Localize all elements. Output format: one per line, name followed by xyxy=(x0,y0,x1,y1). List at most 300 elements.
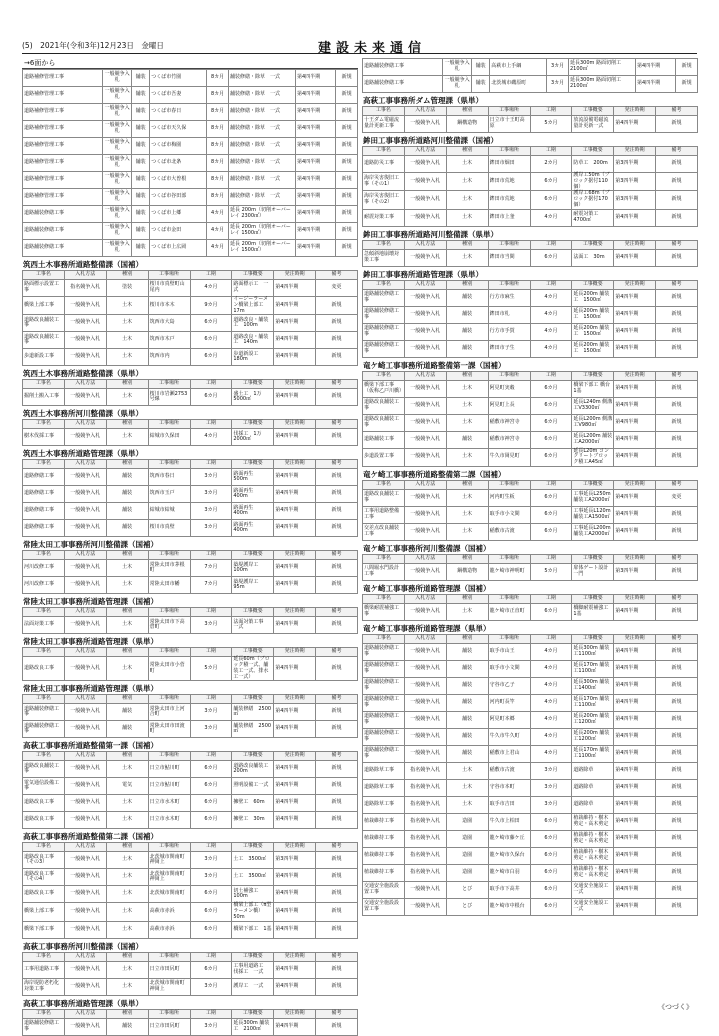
cell-summary: 道路改良・舗装工 140m xyxy=(232,332,274,349)
cell-location: 稲敷市古渡 xyxy=(488,762,530,779)
table-row xyxy=(363,864,698,881)
cell-period: 6カ月 xyxy=(530,847,572,864)
cell-category: とび xyxy=(446,881,488,898)
cell-note: 新規 xyxy=(336,172,358,189)
cell-location: つくば市天久保 xyxy=(150,121,207,138)
cell-order-timing: 第4四半期 xyxy=(295,121,335,138)
column-header-order-timing: 発注時期 xyxy=(614,371,656,380)
cell-period: 6カ月 xyxy=(530,489,572,506)
cell-summary: 植栽維持・樹木剪定・高木剪定 xyxy=(572,813,614,830)
cell-bid-method: 一般競争入札 xyxy=(404,380,446,397)
cell-project-name: 河川改修工事 xyxy=(23,560,65,577)
cell-category: 舗装 xyxy=(131,70,149,87)
table-header-row xyxy=(23,460,358,469)
cell-summary: 伐採工 1万2000㎡ xyxy=(232,429,274,446)
cell-location: 日立市田尻町 xyxy=(148,961,190,978)
column-header-summary: 工事概要 xyxy=(572,554,614,563)
cell-summary: 舗装修繕 2500㎡ xyxy=(232,704,274,721)
column-header-location: 工事場所 xyxy=(148,952,190,961)
cell-summary: 路面再生 500m xyxy=(232,469,274,486)
column-header-bid-method: 入札方法 xyxy=(404,240,446,249)
cell-project-name: 道路舗装修繕工事 xyxy=(363,340,405,357)
table-row xyxy=(23,104,358,121)
table-row xyxy=(23,577,358,594)
cell-bid-method: 一般競争入札 xyxy=(103,189,131,206)
cell-note: 新規 xyxy=(316,1018,358,1035)
cell-bid-method: 一般競争入札 xyxy=(404,306,446,323)
cell-location: つくば市谷田部 xyxy=(150,189,207,206)
cell-order-timing: 第4四半期 xyxy=(274,560,316,577)
column-header-order-timing: 発注時期 xyxy=(274,648,316,657)
cell-bid-method: 一般競争入札 xyxy=(103,87,131,104)
cell-order-timing: 第4四半期 xyxy=(614,397,656,414)
cell-period: 4カ月 xyxy=(530,745,572,762)
cell-summary: 延長300m 舗装工1100㎡ xyxy=(572,643,614,660)
cell-order-timing: 第4四半期 xyxy=(274,704,316,721)
column-header-period: 工期 xyxy=(530,107,572,116)
cell-bid-method: 一般競争入札 xyxy=(64,617,106,634)
cell-summary: 延長200m 舗装工1200㎡ xyxy=(572,728,614,745)
cell-period: 6カ月 xyxy=(530,173,572,191)
cell-category: 舗装 xyxy=(446,745,488,762)
cell-note: 新規 xyxy=(316,812,358,829)
table-row xyxy=(363,847,698,864)
column-header-project-name: 工事名 xyxy=(23,952,65,961)
column-header-note: 備考 xyxy=(316,752,358,761)
cell-location: 取手市下高井 xyxy=(488,881,530,898)
table-row xyxy=(23,978,358,995)
cell-project-name: 道路舗装修繕工事 xyxy=(363,728,405,745)
cell-summary: 防草工 200m xyxy=(572,156,614,173)
cell-bid-method: 一般競争入札 xyxy=(64,560,106,577)
cell-location: 桜川市岩瀬2753号線 xyxy=(148,389,190,406)
cell-bid-method: 一般競争入札 xyxy=(404,677,446,694)
table-header-row xyxy=(23,608,358,617)
cell-note: 新規 xyxy=(656,173,698,191)
cell-note: 新規 xyxy=(656,830,698,847)
cell-project-name: 道路舗装修繕工事 xyxy=(363,677,405,694)
cell-category: 土木 xyxy=(446,173,488,191)
cell-category: 舗装 xyxy=(446,660,488,677)
cell-location: 鉾田市荒地 xyxy=(488,173,530,191)
column-header-category: 種別 xyxy=(106,420,148,429)
cell-category: 土木 xyxy=(446,603,488,620)
cell-category: 土木 xyxy=(446,779,488,796)
cell-period: 3カ月 xyxy=(190,503,232,520)
cell-project-name: 道路舗装修繕工事 xyxy=(23,1018,65,1035)
cell-summary: 工事延長L120m 舗装工A1500㎡ xyxy=(572,506,614,523)
cell-period: 8カ月 xyxy=(207,87,229,104)
cell-summary: 盛土工 1万5000㎥ xyxy=(232,389,274,406)
project-table xyxy=(22,751,358,829)
cell-project-name: 道路改良舗装工事 xyxy=(23,315,65,332)
table-header-row xyxy=(363,107,698,116)
continued-from: →6面から xyxy=(22,58,358,69)
table-row xyxy=(363,209,698,226)
cell-note: 新規 xyxy=(656,191,698,209)
column-header-period: 工期 xyxy=(190,271,232,280)
table-row xyxy=(23,469,358,486)
cell-category: 舗装 xyxy=(131,138,149,155)
cell-category: 土木 xyxy=(106,389,148,406)
section-title: 常陸太田工事事務所道路管理課（国補） xyxy=(23,597,158,607)
cell-period: 3カ月 xyxy=(190,520,232,537)
cell-order-timing: 第4四半期 xyxy=(614,847,656,864)
cell-period: 6カ月 xyxy=(190,778,232,795)
cell-category: 土木 xyxy=(446,397,488,414)
cell-bid-method: 指名競争入札 xyxy=(64,280,106,297)
cell-note: 新規 xyxy=(316,520,358,537)
column-header-note: 備考 xyxy=(656,371,698,380)
cell-category: 舗装 xyxy=(131,223,149,240)
table-header-row xyxy=(363,554,698,563)
column-header-summary: 工事概要 xyxy=(572,240,614,249)
cell-project-name: 八間堀水門設計工事 xyxy=(363,563,405,580)
cell-order-timing: 第4四半期 xyxy=(274,778,316,795)
cell-project-name: 交通安全施設設置工事 xyxy=(363,898,405,915)
table-row xyxy=(363,898,698,915)
cell-project-name: 道路修繕工事 xyxy=(23,469,65,486)
cell-note: 新規 xyxy=(656,711,698,728)
cell-bid-method: 一般競争入札 xyxy=(64,812,106,829)
table-row xyxy=(363,289,698,306)
table-row xyxy=(363,660,698,677)
column-header-summary: 工事概要 xyxy=(572,480,614,489)
cell-category: 舗装 xyxy=(106,1018,148,1035)
cell-order-timing: 第4四半期 xyxy=(614,779,656,796)
column-header-period: 工期 xyxy=(190,460,232,469)
cell-project-name: 法面対策工事 xyxy=(23,617,65,634)
cell-order-timing: 第4四半期 xyxy=(635,59,675,76)
column-header-location: 工事場所 xyxy=(488,147,530,156)
cell-period: 4カ月 xyxy=(190,429,232,446)
cell-location: 結城市結城 xyxy=(148,503,190,520)
section-title: 筑西土木事務所道路整備課（国補） xyxy=(23,260,143,269)
cell-project-name: 歩道設置工事 xyxy=(363,448,405,466)
cell-note: 変更 xyxy=(656,489,698,506)
table-row xyxy=(23,886,358,903)
cell-category: 舗装 xyxy=(471,76,489,93)
cell-category: 舗装 xyxy=(446,340,488,357)
cell-category: とび xyxy=(446,898,488,915)
cell-order-timing: 第4四半期 xyxy=(274,721,316,738)
section-title: 鉾田工事事務所道路河川整備課（国補） xyxy=(363,136,498,145)
cell-category: 土木 xyxy=(106,921,148,938)
cell-period: 6カ月 xyxy=(190,349,232,366)
project-table xyxy=(22,419,358,446)
cell-summary: 放流設備電磁流量計更新一式 xyxy=(572,116,614,133)
cell-order-timing: 第4四半期 xyxy=(274,869,316,886)
cell-location: 河内町生板 xyxy=(488,489,530,506)
cell-location: 龍ケ崎市中根台 xyxy=(488,898,530,915)
cell-summary: 橋梁下部工 1基 xyxy=(232,921,274,938)
cell-period: 6カ月 xyxy=(530,830,572,847)
cell-note: 新規 xyxy=(316,852,358,869)
cell-project-name: 道路補修管理工事 xyxy=(23,189,103,206)
column-header-project-name: 工事名 xyxy=(363,594,405,603)
cell-location: つくば市梅園 xyxy=(150,138,207,155)
column-header-category: 種別 xyxy=(106,271,148,280)
section-title: 竜ケ崎工事事務所道路整備第一課（国補） xyxy=(363,360,506,370)
cell-location: 日立市水木町 xyxy=(148,795,190,812)
column-header-project-name: 工事名 xyxy=(23,695,65,704)
cell-order-timing: 第4四半期 xyxy=(274,429,316,446)
section-title: 筑西土木事務所道路管理課（県単） xyxy=(23,449,143,459)
cell-summary: 延長200m 舗装工1200㎡ xyxy=(572,711,614,728)
cell-project-name: 道路修繕工事 xyxy=(23,486,65,503)
cell-location: 日立市水木町 xyxy=(148,812,190,829)
cell-bid-method: 一般競争入札 xyxy=(103,172,131,189)
column-header-location: 工事場所 xyxy=(148,843,190,852)
column-header-location: 工事場所 xyxy=(488,371,530,380)
table-row xyxy=(363,173,698,191)
column-header-bid-method: 入札方法 xyxy=(64,460,106,469)
cell-bid-method: 一般競争入札 xyxy=(64,721,106,738)
cell-summary: 延長 200m（切削オーバーレイ 2300㎡） xyxy=(228,206,295,223)
cell-category: 舗装 xyxy=(471,59,489,76)
cell-location: 鉾田市子生 xyxy=(488,340,530,357)
cell-bid-method: 一般競争入札 xyxy=(404,209,446,226)
column-header-project-name: 工事名 xyxy=(363,107,405,116)
cell-bid-method: 一般競争入札 xyxy=(404,191,446,209)
cell-bid-method: 一般競争入札 xyxy=(404,173,446,191)
table-row xyxy=(23,315,358,332)
cell-project-name: 道路補修管理工事 xyxy=(23,70,103,87)
cell-bid-method: 指名競争入札 xyxy=(404,813,446,830)
cell-project-name: 工事用道路工事 xyxy=(23,961,65,978)
cell-bid-method: 一般競争入札 xyxy=(404,881,446,898)
column-header-category: 種別 xyxy=(106,551,148,560)
column-header-summary: 工事概要 xyxy=(232,608,274,617)
project-table xyxy=(22,550,358,594)
column-header-project-name: 工事名 xyxy=(23,420,65,429)
cell-bid-method: 一般競争入札 xyxy=(64,315,106,332)
cell-project-name: 道路補修管理工事 xyxy=(23,121,103,138)
cell-location: 鉾田市上釜 xyxy=(488,209,530,226)
cell-project-name: 道路改良工事 xyxy=(23,886,65,903)
cell-category: 舗装 xyxy=(131,87,149,104)
table-row xyxy=(23,155,358,172)
cell-note: 新規 xyxy=(316,503,358,520)
cell-period: 5カ月 xyxy=(530,116,572,133)
cell-category: 土木 xyxy=(106,560,148,577)
cell-period: 8カ月 xyxy=(207,104,229,121)
column-header-bid-method: 入札方法 xyxy=(64,551,106,560)
cell-bid-method: 一般競争入札 xyxy=(103,104,131,121)
cell-location: 龍ケ崎市白羽 xyxy=(488,864,530,881)
project-table xyxy=(362,280,698,358)
section-title: 常陸太田工事事務所道路管理課（県単） xyxy=(23,684,158,694)
cell-period: 6カ月 xyxy=(190,886,232,903)
table-row xyxy=(363,813,698,830)
cell-project-name: 掘削土搬入工事 xyxy=(23,389,65,406)
column-header-summary: 工事概要 xyxy=(572,634,614,643)
cell-note: 新規 xyxy=(316,577,358,594)
cell-category: 舗装 xyxy=(446,306,488,323)
cell-bid-method: 一般競争入札 xyxy=(64,795,106,812)
column-header-bid-method: 入札方法 xyxy=(404,147,446,156)
section-title: 高萩工事事務所ダム管理課（県単） xyxy=(363,96,483,105)
cell-order-timing: 第4四半期 xyxy=(614,643,656,660)
column-header-project-name: 工事名 xyxy=(363,240,405,249)
cell-period: 3カ月 xyxy=(190,469,232,486)
column-header-category: 種別 xyxy=(446,554,488,563)
table-header-row xyxy=(23,551,358,560)
cell-category: 土木 xyxy=(106,812,148,829)
table-row xyxy=(23,121,358,138)
cell-period: 3カ月 xyxy=(530,796,572,813)
cell-order-timing: 第4四半期 xyxy=(614,289,656,306)
cell-period: 4カ月 xyxy=(530,711,572,728)
cell-project-name: 道路防災工事 xyxy=(363,156,405,173)
column-header-order-timing: 発注時期 xyxy=(614,594,656,603)
cell-location: 龍ケ崎市正直町 xyxy=(488,603,530,620)
cell-order-timing: 第4四半期 xyxy=(614,881,656,898)
column-header-note: 備考 xyxy=(656,240,698,249)
project-table xyxy=(362,58,698,93)
column-header-category: 種別 xyxy=(446,240,488,249)
cell-project-name: 道路舗装修繕工事 xyxy=(363,323,405,340)
cell-summary: 延長60m（ブロック積一式、舗装工一式、排水工一式） xyxy=(232,657,274,681)
cell-category: 土木 xyxy=(106,297,148,315)
column-header-bid-method: 入札方法 xyxy=(404,554,446,563)
table-header-row xyxy=(23,648,358,657)
cell-project-name: 橋梁耐震補強工事 xyxy=(363,603,405,620)
cell-order-timing: 第3四半期 xyxy=(614,173,656,191)
cell-bid-method: 一般競争入札 xyxy=(404,448,446,466)
cell-summary: 延長300m 路面切削工 2100㎡ xyxy=(568,76,635,93)
cell-bid-method: 一般競争入札 xyxy=(404,660,446,677)
cell-order-timing: 第4四半期 xyxy=(614,489,656,506)
cell-bid-method: 一般競争入札 xyxy=(404,431,446,448)
cell-bid-method: 一般競争入札 xyxy=(404,156,446,173)
column-header-project-name: 工事名 xyxy=(363,147,405,156)
cell-bid-method: 指名競争入札 xyxy=(404,796,446,813)
cell-period: 3カ月 xyxy=(547,59,569,76)
table-row xyxy=(363,448,698,466)
project-table xyxy=(22,694,358,738)
cell-order-timing: 第4四半期 xyxy=(614,506,656,523)
cell-bid-method: 一般競争入札 xyxy=(64,961,106,978)
column-header-bid-method: 入札方法 xyxy=(404,480,446,489)
cell-note: 新規 xyxy=(316,560,358,577)
cell-category: 舗装 xyxy=(131,206,149,223)
cell-project-name: 道路舗装修繕工事 xyxy=(23,721,65,738)
cell-order-timing: 第4四半期 xyxy=(614,864,656,881)
column-header-category: 種別 xyxy=(106,843,148,852)
cell-category: 舗装 xyxy=(446,677,488,694)
cell-summary: 交通安全施設工 一式 xyxy=(572,898,614,915)
cell-note: 新規 xyxy=(656,249,698,266)
cell-note: 新規 xyxy=(656,796,698,813)
project-table xyxy=(22,1009,358,1036)
cell-location: つくば市春日 xyxy=(150,104,207,121)
column-header-location: 工事場所 xyxy=(148,695,190,704)
cell-location: 筑西市内 xyxy=(148,349,190,366)
cell-project-name: 道路改良工事 xyxy=(23,812,65,829)
project-table xyxy=(362,594,698,621)
cell-order-timing: 第4四半期 xyxy=(274,469,316,486)
table-row xyxy=(363,76,698,93)
column-header-period: 工期 xyxy=(530,240,572,249)
cell-bid-method: 一般競争入札 xyxy=(404,323,446,340)
table-row xyxy=(23,429,358,446)
cell-location: 取手市小文間 xyxy=(488,660,530,677)
cell-category: 土木 xyxy=(106,978,148,995)
cell-period: 3カ月 xyxy=(190,978,232,995)
column-header-location: 工事場所 xyxy=(148,551,190,560)
cell-bid-method: 一般競争入札 xyxy=(64,869,106,886)
column-header-summary: 工事概要 xyxy=(232,752,274,761)
table-header-row xyxy=(363,634,698,643)
cell-period: 3カ月 xyxy=(530,762,572,779)
right-column-body xyxy=(362,58,698,916)
cell-period: 8カ月 xyxy=(207,138,229,155)
project-table xyxy=(22,69,358,257)
cell-bid-method: 一般競争入札 xyxy=(64,577,106,594)
cell-period: 6カ月 xyxy=(190,761,232,778)
cell-note: 新規 xyxy=(316,657,358,681)
cell-bid-method: 一般競争入札 xyxy=(64,778,106,795)
cell-category: 造園 xyxy=(446,847,488,864)
table-row xyxy=(363,796,698,813)
table-row xyxy=(23,761,358,778)
cell-summary: 舗装修繕・除草 一式 xyxy=(228,155,295,172)
cell-summary: 延長L200m 舗装工A2000㎡ xyxy=(572,431,614,448)
column-header-summary: 工事概要 xyxy=(232,1009,274,1018)
cell-location: つくば市金田 xyxy=(150,223,207,240)
cell-location: 日立市十王町高原 xyxy=(488,116,530,133)
column-header-location: 工事場所 xyxy=(488,480,530,489)
column-header-category: 種別 xyxy=(106,460,148,469)
table-row xyxy=(23,560,358,577)
section-title: 竜ケ崎工事事務所道路整備第二課（国補） xyxy=(363,469,506,479)
cell-summary: 延長200m 舗装工 1500㎡ xyxy=(572,306,614,323)
cell-location: 牛久市上柏田 xyxy=(488,813,530,830)
cell-location: 行方市麻生 xyxy=(488,289,530,306)
cell-category: 舗装 xyxy=(131,189,149,206)
column-header-category: 種別 xyxy=(446,594,488,603)
cell-note: 新規 xyxy=(316,886,358,903)
cell-note: 新規 xyxy=(656,745,698,762)
cell-order-timing: 第4四半期 xyxy=(614,116,656,133)
cell-period: 8カ月 xyxy=(207,172,229,189)
table-row xyxy=(363,762,698,779)
cell-summary: 工事用道路工 伐採工 一式 xyxy=(232,961,274,978)
column-header-project-name: 工事名 xyxy=(23,380,65,389)
cell-order-timing: 第4四半期 xyxy=(614,306,656,323)
cell-bid-method: 一般競争入札 xyxy=(103,70,131,87)
cell-summary: 路面再生 400m xyxy=(232,503,274,520)
cell-project-name: 道路舗装修繕工事 xyxy=(363,643,405,660)
column-header-location: 工事場所 xyxy=(148,380,190,389)
column-header-note: 備考 xyxy=(316,952,358,961)
cell-project-name: 海岸災害復旧工事（その1） xyxy=(363,173,405,191)
column-header-summary: 工事概要 xyxy=(572,594,614,603)
cell-period: 9カ月 xyxy=(190,297,232,315)
cell-bid-method: 一般競争入札 xyxy=(404,711,446,728)
cell-period: 6カ月 xyxy=(530,380,572,397)
cell-location: 牛久市牛久町 xyxy=(488,728,530,745)
cell-note: 新規 xyxy=(316,297,358,315)
column-header-summary: 工事概要 xyxy=(232,648,274,657)
column-header-note: 備考 xyxy=(316,380,358,389)
cell-order-timing: 第4四半期 xyxy=(295,172,335,189)
table-header-row xyxy=(23,752,358,761)
column-header-note: 備考 xyxy=(656,280,698,289)
cell-project-name: 道路舗装修繕工事 xyxy=(363,694,405,711)
column-header-order-timing: 発注時期 xyxy=(274,420,316,429)
